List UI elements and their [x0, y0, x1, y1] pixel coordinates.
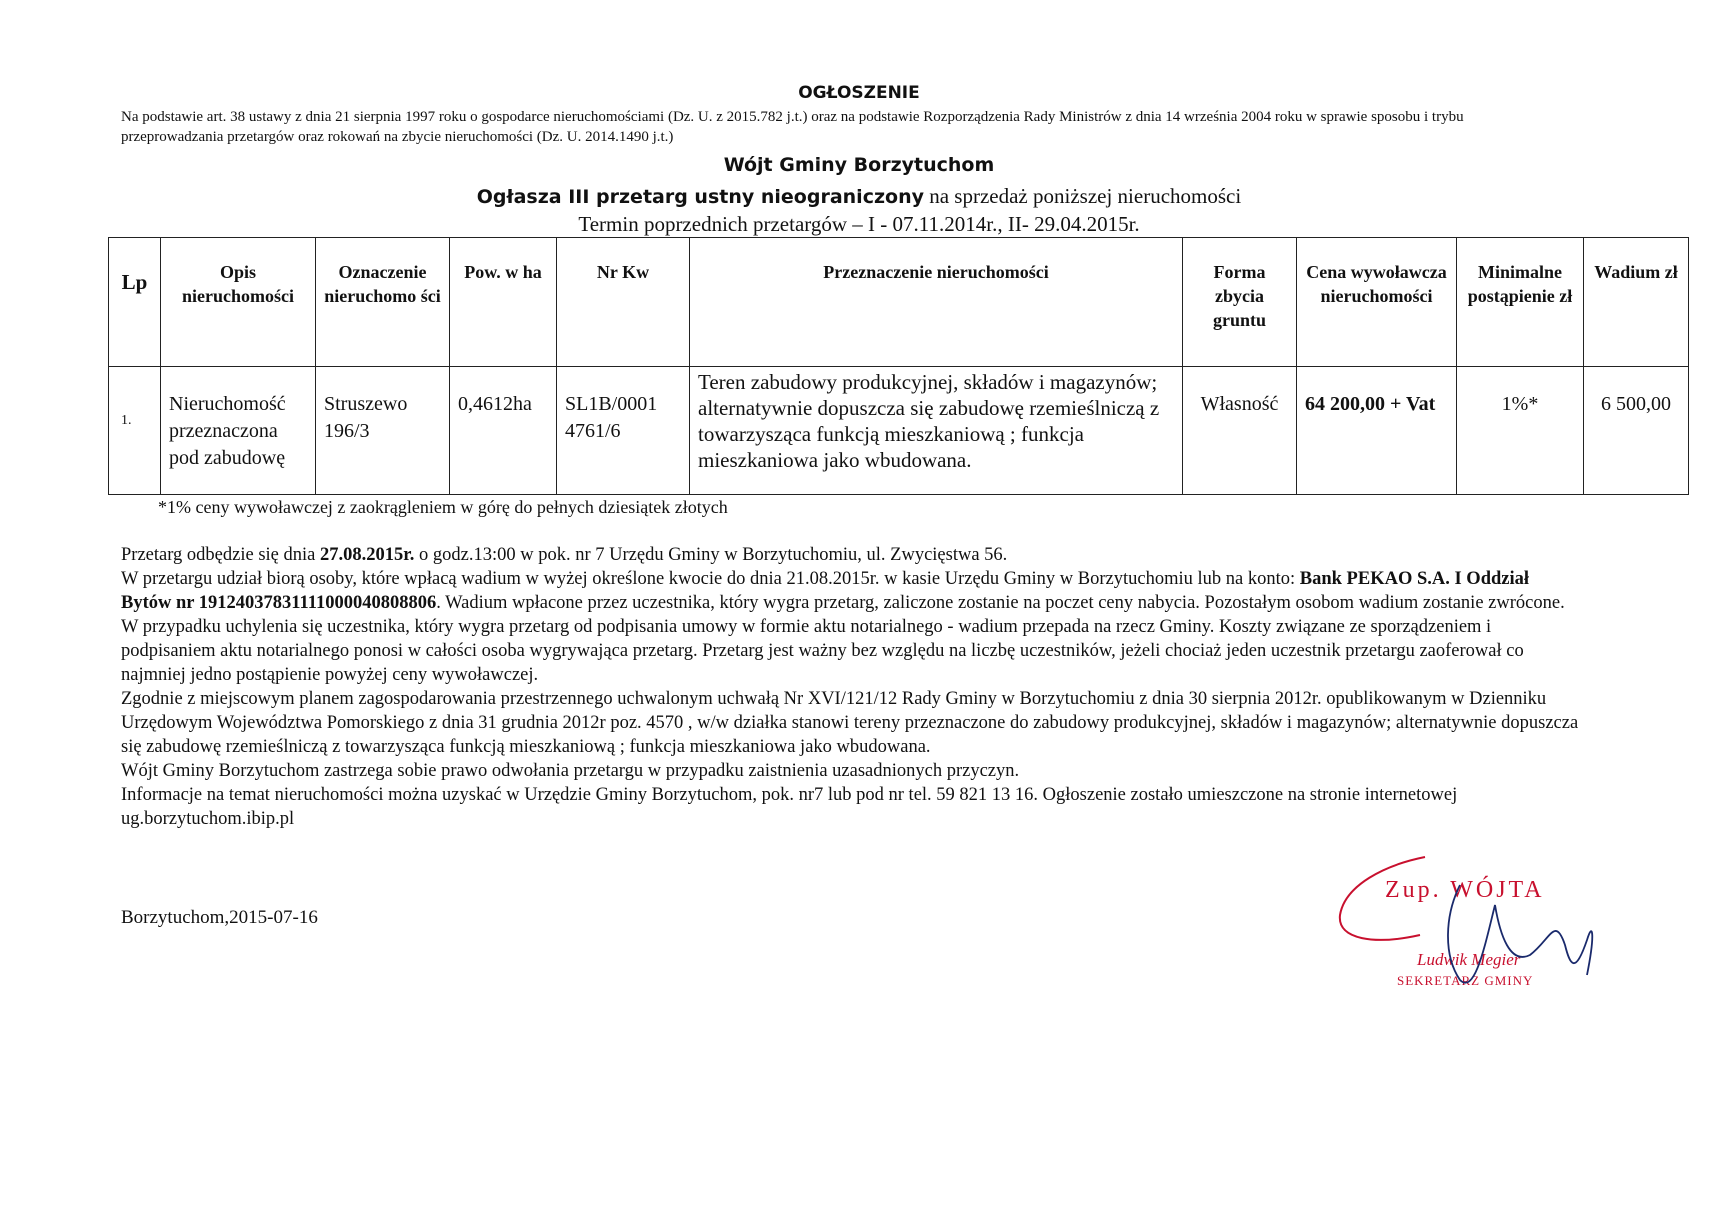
cell-nrkw: SL1B/0001 4761/6: [557, 367, 690, 495]
tender-announcement: [0, 184, 1718, 209]
table-row: [109, 367, 1689, 495]
header-nrkw: Nr Kw: [557, 238, 690, 367]
previous-tender-dates: Termin poprzednich przetargów – I - 07.11.2014r., II- 29.04.2015r.: [578, 212, 1140, 236]
property-table: [108, 237, 1689, 495]
header-minimalne: Minimalne postąpienie zł: [1457, 238, 1584, 367]
legal-basis: Na podstawie art. 38 ustawy z dnia 21 sierpnia 1997 roku o gospodarce nieruchomościami (Dz. U. z 2015.782 j.t.) oraz na podstawie Rozporządzenia Rady Ministrów z dnia 14 września 2004 roku w sprawie sposobu i trybu przeprowadzania przetargów oraz rokowań na zbycie nieruchomości (Dz. U. 2014.1490 j.t.): [121, 109, 1464, 145]
header-forma: Forma zbycia gruntu: [1183, 238, 1297, 367]
header-wadium: Wadium zł: [1584, 238, 1689, 367]
place-and-date: Borzytuchom,2015-07-16: [121, 907, 318, 928]
document-title: OGŁOSZENIE: [798, 83, 920, 103]
cell-przeznaczenie: Teren zabudowy produkcyjnej, składów i magazynów; alternatywnie dopuszcza się zabudowę rzemieślniczą z towarzysząca funkcją mieszkaniową ; funkcja mieszkaniowa jako wbudowana.: [690, 367, 1183, 495]
signature-stamp: [1325, 845, 1625, 995]
stamp-role: SEKRETARZ GMINY: [1397, 973, 1534, 988]
cell-wadium: 6 500,00: [1584, 367, 1689, 495]
announcement-body: [121, 543, 1581, 831]
header-cena: Cena wywoławcza nieruchomości: [1297, 238, 1457, 367]
cell-opis: Nieruchomość przeznaczona pod zabudowę: [161, 367, 316, 495]
bank-account: Bank PEKAO S.A. I Oddział Bytów nr 19124037831111000040808806: [121, 569, 1530, 613]
header-opis: Opis nieruchomości: [161, 238, 316, 367]
header-pow: Pow. w ha: [450, 238, 557, 367]
zoning-paragraph: Zgodnie z miejscowym planem zagospodarowania przestrzennego uchwalonym uchwałą Nr XVI/121/12 Rady Gminy w Borzytuchomiu z dnia 30 sierpnia 2012r. opublikowanym w Dzienniku Urzędowym Województwa Pomorskiego z dnia 31 grudnia 2012r poz. 4570 , w/w działka stanowi tereny przeznaczone do zabudowy produkcyjnej, składów i magazynów; alternatywnie dopuszcza się zabudowę rzemieślniczą z towarzysząca funkcją mieszkaniową ; funkcja mieszkaniowa jako wbudowana.: [121, 689, 1579, 757]
contact-paragraph: Informacje na temat nieruchomości można uzyskać w Urzędzie Gminy Borzytuchom, pok. nr7 lub pod nr tel. 59 821 13 16. Ogłoszenie zostało umieszczone na stronie internetowej ug.borzytuchom.ibip.pl: [121, 785, 1458, 829]
authority-heading: Wójt Gminy Borzytuchom: [723, 154, 995, 176]
text-run: Przetarg odbędzie się dnia: [121, 545, 320, 565]
cancellation-paragraph: Wójt Gminy Borzytuchom zastrzega sobie prawo odwołania przetargu w przypadku zaistnienia uzasadnionych przyczyn.: [121, 761, 1020, 781]
cell-cena: 64 200,00 + Vat: [1297, 367, 1457, 495]
header-oznaczenie: Oznaczenie nieruchomo ści: [316, 238, 450, 367]
table-header-row: [109, 238, 1689, 367]
cell-lp: 1.: [109, 367, 161, 495]
deposit-paragraph: [121, 567, 1581, 687]
tender-subject: na sprzedaż poniższej nieruchomości: [929, 184, 1242, 208]
text-run: o godz.13:00 w pok. nr 7 Urzędu Gminy w Borzytuchomiu, ul. Zwycięstwa 56.: [414, 545, 1008, 565]
tender-type: Ogłasza III przetarg ustny nieograniczony: [476, 186, 924, 208]
table-footnote: *1% ceny wywoławczej z zaokrągleniem w górę do pełnych dziesiątek złotych: [158, 497, 728, 517]
header-lp: Lp: [109, 238, 161, 367]
stamp-name: Ludwik Megier: [1417, 950, 1521, 969]
text-run: . Wadium wpłacone przez uczestnika, który wygra przetarg, zaliczone zostanie na poczet ceny nabycia. Pozostałym osobom wadium zostanie zwrócone. W przypadku uchylenia się uczestnika, który wygra przetarg od podpisania umowy w formie aktu notarialnego - wadium przepada na rzecz Gminy. Koszty związane ze sporządzeniem i podpisaniem aktu notarialnego ponosi w całości osoba wygrywająca przetarg. Przetarg jest ważny bez względu na liczbę uczestników, jeżeli chociaż jeden uczestnik przetargu zaoferował co najmniej jedno postąpienie powyżej ceny wywoławczej.: [121, 593, 1565, 685]
text-run: W przetargu udział biorą osoby, które wpłacą wadium w wyżej określone kwocie do dnia 21.08.2015r. w kasie Urzędu Gminy w Borzytuchomiu lub na konto:: [121, 569, 1300, 589]
cell-minimalne: 1%*: [1457, 367, 1584, 495]
cell-oznaczenie: Struszewo 196/3: [316, 367, 450, 495]
tender-date-paragraph: [121, 543, 1581, 567]
stamp-title: Zup. WÓJTA: [1385, 877, 1545, 903]
cell-forma: Własność: [1183, 367, 1297, 495]
tender-date: 27.08.2015r.: [319, 545, 415, 565]
cell-pow: 0,4612ha: [450, 367, 557, 495]
header-przeznaczenie: Przeznaczenie nieruchomości: [690, 238, 1183, 367]
